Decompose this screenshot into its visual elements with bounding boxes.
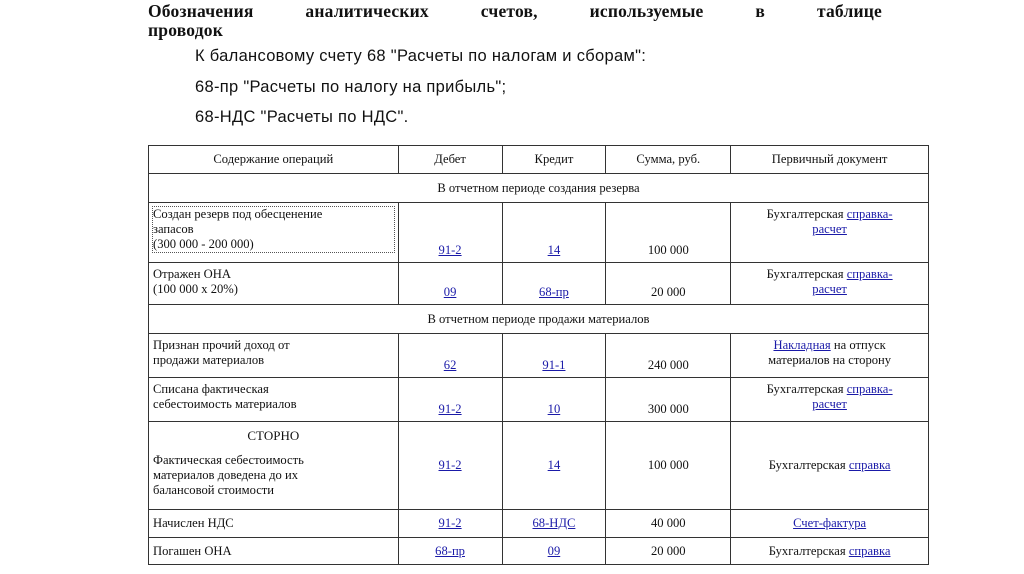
table-row xyxy=(149,378,929,422)
operation-line: (100 000 х 20%) xyxy=(153,282,238,296)
table-header-row xyxy=(149,146,929,174)
debit-account-link[interactable]: 91-2 xyxy=(438,402,462,416)
debit-account-link[interactable]: 62 xyxy=(443,358,457,372)
document-cell xyxy=(731,538,929,565)
header-amount: Сумма, руб. xyxy=(606,146,731,174)
credit-cell xyxy=(502,422,606,510)
operation-line: себестоимость материалов xyxy=(153,397,297,411)
document-text: Бухгалтерская xyxy=(768,458,846,472)
document-link[interactable]: Счет-фактура xyxy=(793,516,867,530)
document-link[interactable]: справка- xyxy=(846,207,893,221)
operation-cell xyxy=(149,203,399,263)
document-link[interactable]: Накладная xyxy=(773,338,831,352)
operation-line: Списана фактическая xyxy=(153,382,269,396)
operation-line: Погашен ОНА xyxy=(153,543,232,558)
credit-cell xyxy=(502,538,606,565)
credit-cell xyxy=(502,378,606,422)
document-text: Бухгалтерская xyxy=(768,543,846,558)
section-materials-sale: В отчетном периоде продажи материалов xyxy=(149,305,929,334)
heading-line-1: Обозначения аналитических счетов, используемые в таблице xyxy=(148,1,882,21)
paragraph-profit-tax: 68-пр "Расчеты по налогу на прибыль"; xyxy=(195,78,507,96)
operation-cell xyxy=(149,263,399,305)
table-row xyxy=(149,538,929,565)
header-operations: Содержание операций xyxy=(149,146,399,174)
debit-account-link[interactable]: 68-пр xyxy=(435,543,465,558)
header-document: Первичный документ xyxy=(731,146,929,174)
debit-cell xyxy=(398,263,502,305)
operation-line: Признан прочий доход от xyxy=(153,338,290,352)
section-row xyxy=(149,174,929,203)
document-link[interactable]: справка- xyxy=(846,382,893,396)
operation-line: продажи материалов xyxy=(153,353,265,367)
paragraph-balance-account: К балансовому счету 68 "Расчеты по налогам и сборам": xyxy=(195,47,647,65)
table-row xyxy=(149,510,929,538)
credit-cell xyxy=(502,510,606,538)
credit-account-link[interactable]: 09 xyxy=(547,543,561,558)
storno-label: СТОРНО xyxy=(247,428,300,443)
credit-account-link[interactable]: 68-пр xyxy=(539,285,569,299)
credit-cell xyxy=(502,263,606,305)
amount-cell: 300 000 xyxy=(606,378,731,422)
heading-line-2: проводок xyxy=(148,20,223,40)
credit-account-link[interactable]: 91-1 xyxy=(542,358,566,372)
operation-cell xyxy=(149,538,399,565)
operation-cell xyxy=(149,334,399,378)
document-cell xyxy=(731,510,929,538)
debit-cell xyxy=(398,203,502,263)
header-debit: Дебет xyxy=(398,146,502,174)
document-heading xyxy=(148,2,882,40)
amount-cell: 240 000 xyxy=(606,334,731,378)
operation-line: Начислен НДС xyxy=(153,516,234,530)
operation-cell xyxy=(149,510,399,538)
section-reserve-creation: В отчетном периоде создания резерва xyxy=(149,174,929,203)
document-link[interactable]: справка- xyxy=(846,267,893,281)
document-cell xyxy=(731,263,929,305)
document-text: на отпуск xyxy=(833,338,886,352)
document-link[interactable]: справка xyxy=(848,458,891,472)
document-link[interactable]: расчет xyxy=(812,397,847,411)
credit-account-link[interactable]: 14 xyxy=(547,243,561,257)
amount-cell: 100 000 xyxy=(606,203,731,263)
document-cell xyxy=(731,203,929,263)
amount-cell: 100 000 xyxy=(606,422,731,510)
table-row xyxy=(149,422,929,510)
document-link[interactable]: справка xyxy=(848,543,891,558)
document-text: Бухгалтерская xyxy=(766,382,844,396)
section-row xyxy=(149,305,929,334)
debit-cell xyxy=(398,510,502,538)
document-cell xyxy=(731,378,929,422)
debit-account-link[interactable]: 91-2 xyxy=(438,458,462,472)
operation-cell xyxy=(149,422,399,510)
credit-cell xyxy=(502,203,606,263)
debit-cell xyxy=(398,378,502,422)
credit-account-link[interactable]: 14 xyxy=(547,458,561,472)
header-credit: Кредит xyxy=(502,146,606,174)
operation-line: (300 000 - 200 000) xyxy=(153,237,254,251)
document-link[interactable]: расчет xyxy=(812,222,847,236)
table-row xyxy=(149,334,929,378)
operation-line: Отражен ОНА xyxy=(153,267,231,281)
document-link[interactable]: расчет xyxy=(812,282,847,296)
document-text: Бухгалтерская xyxy=(766,267,844,281)
operation-line: Создан резерв под обесценение xyxy=(153,207,323,221)
debit-cell xyxy=(398,538,502,565)
debit-cell xyxy=(398,422,502,510)
entries-table xyxy=(148,145,929,565)
table-row xyxy=(149,203,929,263)
operation-cell xyxy=(149,378,399,422)
operation-line: балансовой стоимости xyxy=(153,483,275,497)
amount-cell: 20 000 xyxy=(606,263,731,305)
operation-line: материалов доведена до их xyxy=(153,468,299,482)
debit-cell xyxy=(398,334,502,378)
operation-line: запасов xyxy=(153,222,194,236)
operation-text xyxy=(153,207,394,252)
credit-account-link[interactable]: 10 xyxy=(547,402,561,416)
operation-line: Фактическая себестоимость xyxy=(153,453,304,467)
credit-cell xyxy=(502,334,606,378)
document-text: материалов на сторону xyxy=(768,353,892,367)
debit-account-link[interactable]: 09 xyxy=(443,285,457,299)
debit-account-link[interactable]: 91-2 xyxy=(438,243,462,257)
paragraph-vat: 68-НДС "Расчеты по НДС". xyxy=(195,108,409,126)
amount-cell: 40 000 xyxy=(606,510,731,538)
document-cell xyxy=(731,334,929,378)
document-text: Бухгалтерская xyxy=(766,207,844,221)
debit-account-link[interactable]: 91-2 xyxy=(438,516,462,530)
table-row xyxy=(149,263,929,305)
amount-cell: 20 000 xyxy=(606,538,731,565)
document-cell xyxy=(731,422,929,510)
credit-account-link[interactable]: 68-НДС xyxy=(532,516,576,530)
